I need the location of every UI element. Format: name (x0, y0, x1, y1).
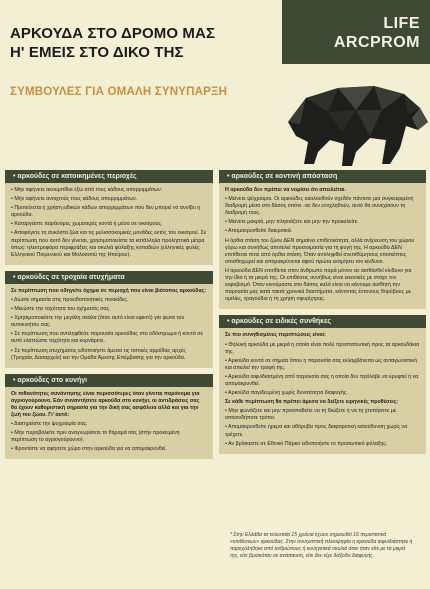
list-item: • Μην πυροβολείτε πριν αναγνωρίσετε το θήραμά σας (στην προκειμένη περίπτωση το αγριογούρουνο). (11, 430, 180, 444)
section-special-conditions (219, 315, 426, 453)
section-close-distance (219, 170, 426, 309)
section-body (219, 328, 426, 453)
list-item: • Μην αφήνετε ανοιχτούς τους κάδους απορριμμάτων. (11, 196, 138, 203)
bear-illustration (278, 52, 430, 170)
section-residential-areas (5, 170, 213, 265)
list-item: • Φροντίστε να αφήσετε χώρο στην αρκούδα για να απομακρυνθεί. (11, 446, 167, 453)
list-item: • Προτείνεται η χρήση ειδικών κάδων απορριμμάτων που δεν μπορεί να ανοίξει η αρκούδα. (11, 205, 201, 219)
section-lead: Η αρκούδα δεν πρέπει να νομίσει ότι απειλείται. (225, 187, 346, 193)
list-item: • Μειώστε την ταχύτητα του οχήματός σας. (11, 306, 111, 313)
list-item: • Μην αφήνετε ακουμπίδια έξω από τους κάδους απορριμμάτων. (11, 187, 163, 193)
section-traffic-accidents (5, 271, 213, 368)
section-heading: • αρκούδες σε ειδικές συνθήκες (219, 315, 426, 328)
list-item: • Αποφύγετε τη συκόστα ζώα και τις μελισσοκομικές μονάδες εκτός του οικισμού. Σε περίπτωση που αυτό δεν γίνεται, χρησιμοποιείστε τα κατάλληλα προληπτικά μέτρα όπως: ηλεκτροφόρα περιφράξεις και σκυλιά φύλαξης κοπαδιών (ελληνικές φυλές Ελληνικού Ποιμενικού και Μολοσσού της Ηπείρου). (11, 230, 207, 258)
list-item: • Απομακρυνθείτε διακριτικά. (225, 228, 293, 235)
list-item: • Μείνετε ψύχραιμοι. Οι αρκούδες ακολουθούν σχεδόν πάντοτε μια συγκεκριμένη διαδρομή μέσα στο δάσος οπότε -αν δεν ενοχληθούν, αυτό θα συνεχίσουν τη διαδρομή τους. (225, 196, 414, 217)
brand-logo (334, 14, 420, 52)
section-body (5, 284, 213, 368)
section-lead-2: Σε κάθε περίπτωση θα πρέπει άμεσα να δείξετε ειρηνικές προθέσεις: (225, 399, 399, 406)
section-lead: Σε πιο συνηθισμένες περιπτώσεις είναι: (225, 332, 326, 339)
section-body (5, 183, 213, 265)
section-heading: • αρκούδες σε κατοικημένες περιοχές (5, 170, 213, 183)
section-heading: • αρκούδες στο κυνήγι (5, 374, 213, 387)
page-title (10, 24, 215, 62)
brand-line-1: LIFE (383, 15, 420, 32)
list-item: • Σε περίπτωση που αντιληφθείτε παρουσία αρκούδας στο οδόστρωμα ή κοντά σε αυτό ελαττώστε ταχύτητα και κορνάρετε. (11, 331, 203, 345)
list-item: • Αρκούδα παγιδευμένη χωρίς δυνατότητα διαφυγής. (225, 390, 348, 397)
title-line-1: ΑΡΚΟΥΔΑ ΣΤΟ ΔΡΟΜΟ ΜΑΣ (10, 25, 216, 42)
list-item: • Χρησιμοποιείστε την μεγάλη σκάλα (όταν αυτό είναι εφικτό) για φώτα του αυτοκινήτου σας. (11, 315, 185, 329)
left-column (5, 170, 213, 465)
section-heading: • αρκούδες σε κοντινή απόσταση (219, 170, 426, 183)
section-body (219, 183, 426, 309)
section-heading: • αρκούδες σε τροχαία ατυχήματα (5, 271, 213, 284)
list-item: • Διατηρείστε την ψυχραιμία σας. (11, 421, 88, 428)
section-body (5, 387, 213, 460)
brand-line-2: ARCPROM (333, 34, 420, 51)
list-item: • Δώστε σημασία στις προειδοποιητικές πινακίδες. (11, 296, 129, 303)
list-item: • Απομακρυνθείτε ήρεμα και αθόρυβα προς διαφορετική κατεύθυνση χωρίς να τρέχετε. (225, 424, 408, 438)
list-item: • Αν βρίσκεστε σε Εθνικό Πάρκο ειδοποιήστε το προσωπικό φύλαξης. (225, 440, 388, 447)
page-subtitle: ΣΥΜΒΟΥΛΕΣ ΓΙΑ ΟΜΑΛΗ ΣΥΝΥΠΑΡΞΗ (10, 86, 228, 98)
paragraph: Η όρθια στάση του ζώου ΔΕΝ σημαίνει επιθετικότητα, αλλά ανίχνευση του χώρου γύρω και συνήθως αποτελεί προετοιμασία για τη φυγή της. Η αρκούδα ΔΕΝ επιτίθεται ποτέ από όρθια στάση. Όταν αντιληφθεί ανεπιθύμητους επισκέπτες οπισθοχωρεί και απομακρύνεται αφού πρώτα εκτιμήσει τον κίνδυνο. (225, 237, 415, 265)
list-item: • Μείνετε μακριά, μην πλησιάζετε και μην την προκαλείτε. (225, 219, 359, 226)
list-item: • Καταργείστε παράνομες χωματερές κοντά ή μέσα σε οικισμούς. (11, 221, 163, 228)
title-line-2: Η' ΕΜΕΙΣ ΣΤΟ ΔΙΚΟ ΤΗΣ (10, 44, 184, 61)
list-item: • Μην φωνάζετε και μην προσπαθείτε να τη διώξετε ή να τη χτυπήσετε με οποιονδήποτε τρόπο. (225, 408, 397, 422)
footnote: * Στην Ελλάδα τα τελευταία 15 χρόνια έχουν σημειωθεί 16 περιστατικά «επιθέσεων» αρκούδας. Στην συντριπτική πλειοψηφία η αρκούδα αιφνιδιάστηκε ή παρεχόληθηκε από ανθρώπους ή κυνηγετικά σκυλιά όταν ήταν είτε με τα μικρά της, είτε βρισκόταν σε ανάπαυση, είτε δεν είχε διέξοδο διαφυγής. (230, 532, 413, 559)
right-column (219, 170, 426, 460)
list-item: • Σε περίπτωση ατυχήματος ειδοποιήστε άμεσα τις τοπικές αρμόδιες αρχές (Τροχαία, Δασαρχείο) και την Ομάδα Άμεσης Επέμβασης για την αρκούδα. (11, 347, 186, 361)
section-hunting (5, 374, 213, 460)
paragraph: Η αρκούδα ΔΕΝ επιτίθεται στον άνθρωπο παρά μόνον αν αισθανθεί κίνδυνο για την ίδια ή τα μικρά της. Οι επιθέσεις συνήθως είναι εικονικές με στόχο τον εκφοβισμό. Όταν κινούμαστε στο δάσος καλό είναι να κάνουμε αισθητή την παρουσία μας κατά τακτά χρονικά διαστήματα, κάνοντας έντονους θορύβους με ομιλίες, τραγούδια ή τη χρήση σφυρίχτρας. (225, 267, 412, 303)
section-lead: Σε περίπτωση που οδηγείτε όχημα σε περιοχή που είναι βιότοπος αρκούδας: (11, 287, 207, 294)
list-item: • Αρκούδα κοντά σε σημεία όπου η παρουσία σας εκλαμβάνεται ως ανταγωνιστική και απειλεί την τροφή της. (225, 357, 417, 371)
list-item: • Αρκούδα αιφνιδιασμένη από παρουσία σας η οποία δεν πρόλαβε να κρυφτεί ή να απομακρυνθεί. (225, 373, 419, 387)
list-item: • Θηλυκή αρκούδα με μικρά η οποία είναι πολύ προστατευτική προς τα αρκουδάκια της. (225, 341, 420, 355)
section-lead: Οι πιθανότητες συνάντησης είναι περισσότερες όταν γίνεται παράνομα για αγριογούρουνο. Εάν συναντήσετε αρκούδα στο κυνήγι, οι αντιδράσεις σας θα έχουν καθοριστική σημασία για την δική σας ασφάλεια αλλά και για την ζωή του ζώου. Γι' αυτό: (11, 390, 200, 418)
